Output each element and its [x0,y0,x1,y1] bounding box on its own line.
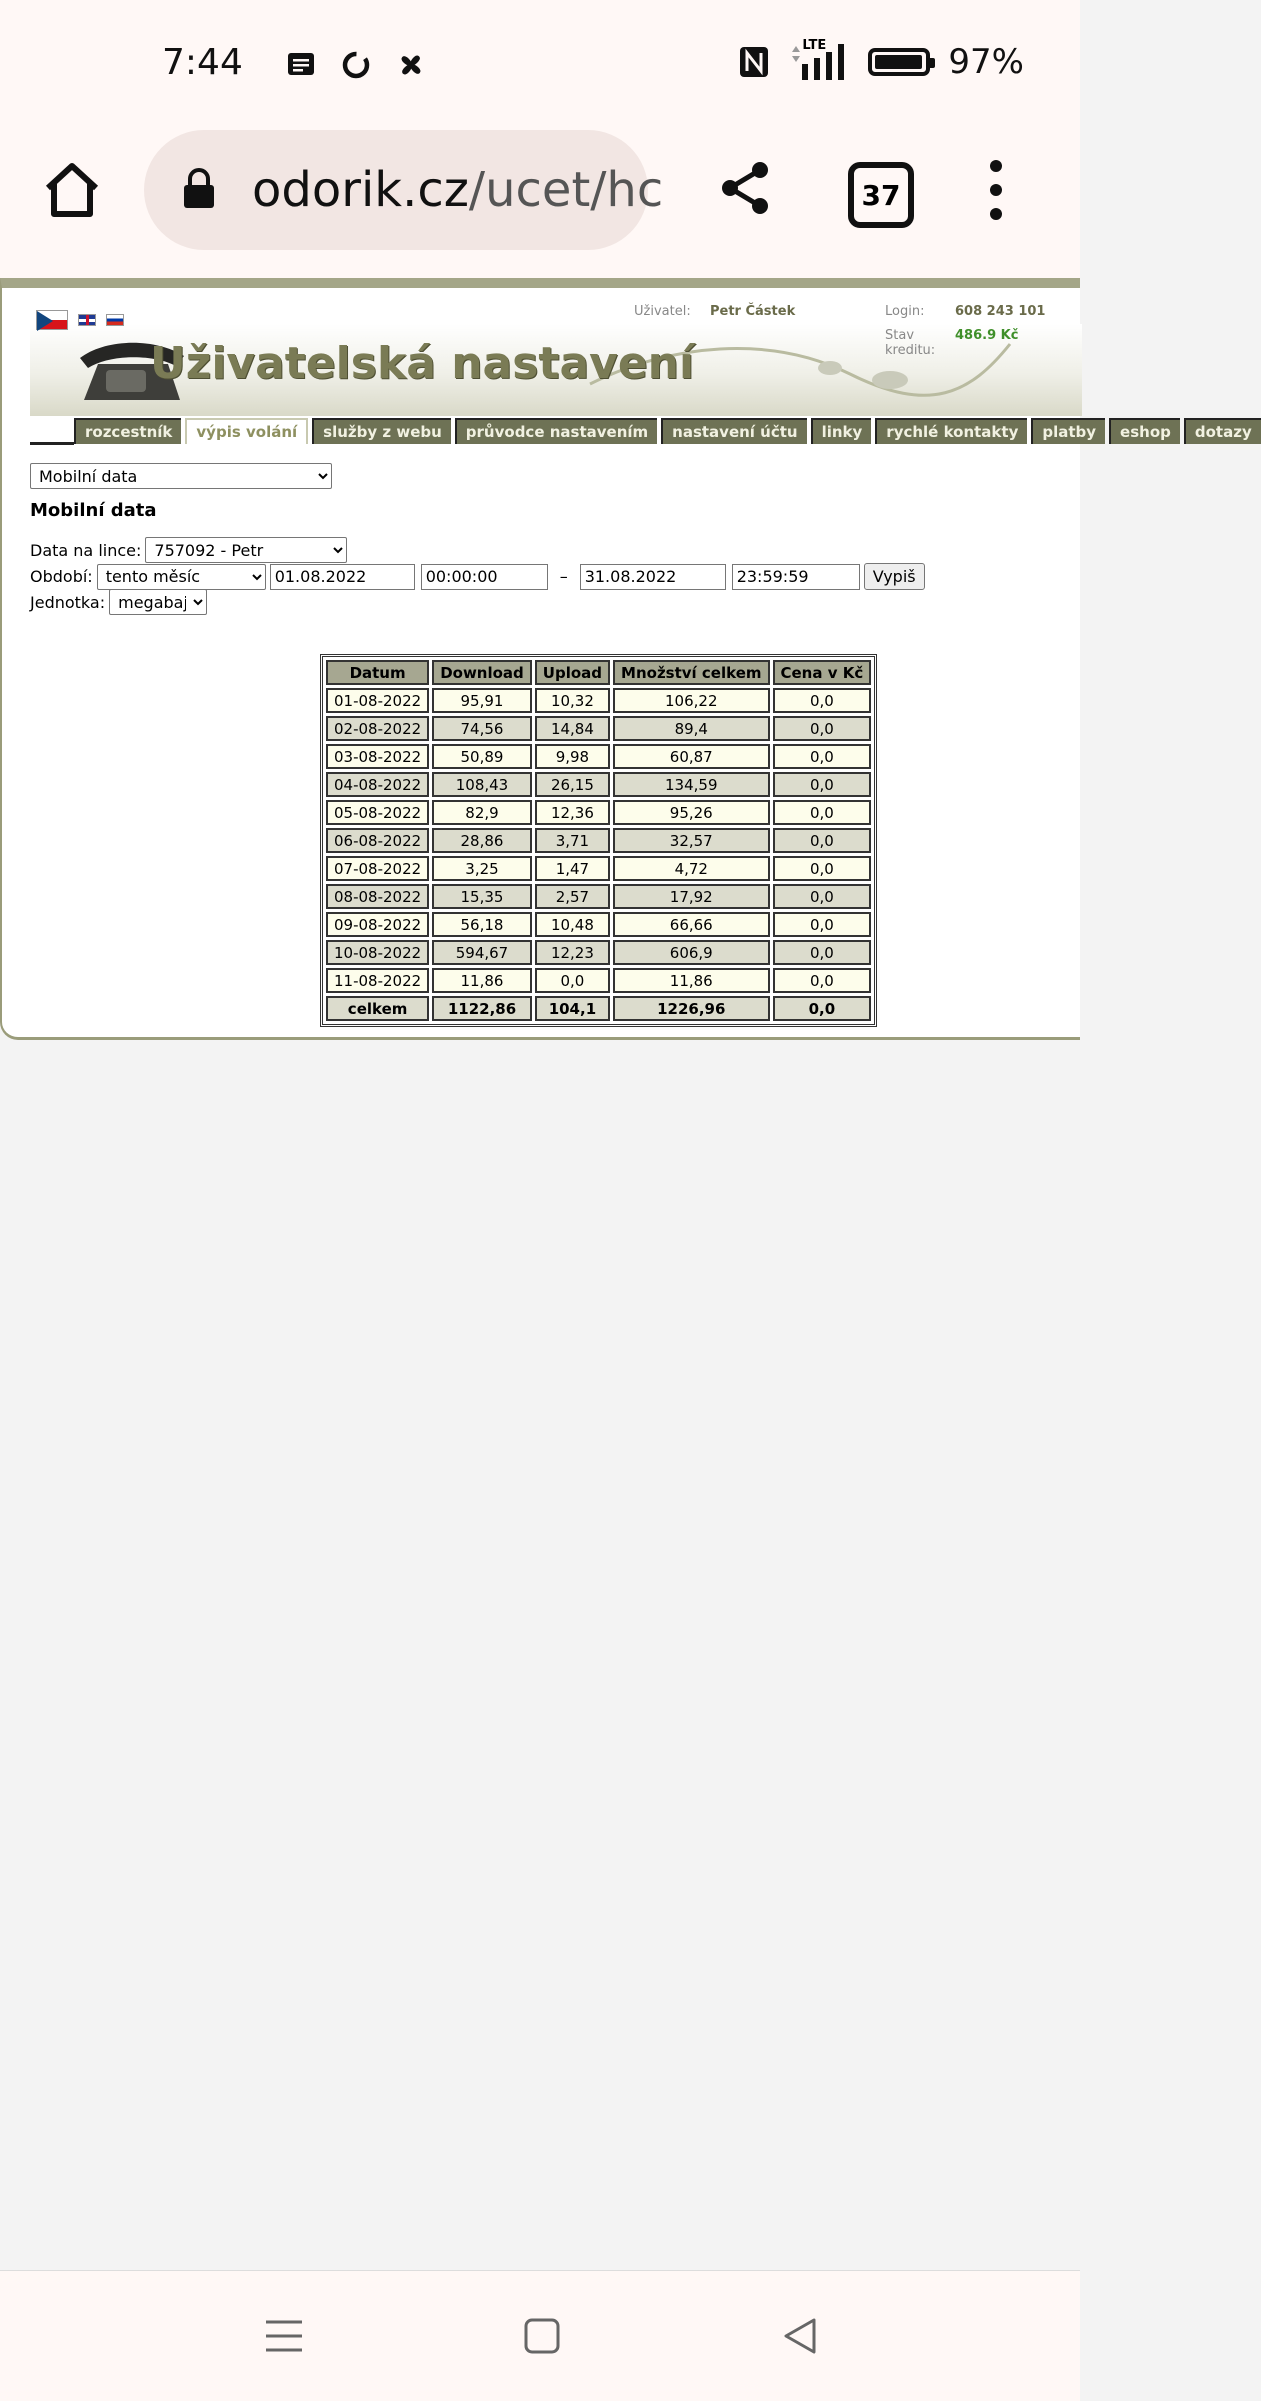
table-cell: 82,9 [432,800,532,825]
table-row [326,912,871,937]
fan-icon [394,48,428,82]
overflow-menu-icon[interactable] [984,160,1008,220]
user-value: Petr Částek [710,304,796,319]
table-cell: 66,66 [613,912,769,937]
battery-icon [868,48,930,76]
tab-count: 37 [861,178,901,212]
table-cell: 0,0 [773,856,872,881]
table-cell: 12,36 [535,800,610,825]
language-flags [36,310,124,330]
table-row [326,772,871,797]
period-row [30,563,925,590]
date-to-input[interactable] [580,564,726,590]
battery-percent: 97% [948,42,1024,82]
nav-tab[interactable]: výpis volání [185,418,308,444]
login-value: 608 243 101 [955,304,1046,319]
table-cell: 4,72 [613,856,769,881]
url-text [252,162,663,218]
table-row [326,744,871,769]
sync-circle-icon [340,49,372,81]
nfc-icon [738,45,770,79]
table-cell: 0,0 [773,800,872,825]
back-triangle-icon[interactable] [780,2316,820,2356]
site-nav [74,418,1261,444]
nav-tab[interactable]: platby [1031,418,1105,444]
table-cell: 1,47 [535,856,610,881]
section-title: Mobilní data [30,500,157,521]
range-dash: – [559,567,568,586]
line-label: Data na lince: [30,540,142,560]
lock-icon [182,166,216,210]
time-from-input[interactable] [421,564,548,590]
news-icon [286,51,318,79]
table-cell: 0,0 [535,968,610,993]
table-cell: 14,84 [535,716,610,741]
table-row [326,884,871,909]
flag-en-icon[interactable] [78,314,96,326]
section-select[interactable] [30,463,332,489]
nav-tab[interactable]: průvodce nastavením [455,418,657,444]
table-row [326,940,871,965]
unit-select[interactable] [109,589,207,615]
total-cell: 0,0 [773,996,872,1021]
table-cell: 60,87 [613,744,769,769]
table-cell: 3,25 [432,856,532,881]
table-row [326,800,871,825]
total-cell: 1122,86 [432,996,532,1021]
table-row [326,856,871,881]
table-cell: 0,0 [773,884,872,909]
nav-tab[interactable]: linky [811,418,872,444]
recents-menu-icon[interactable] [264,2316,304,2356]
table-cell: 03-08-2022 [326,744,429,769]
table-cell: 09-08-2022 [326,912,429,937]
table-row [326,968,871,993]
table-cell: 11-08-2022 [326,968,429,993]
table-cell: 0,0 [773,772,872,797]
table-cell: 56,18 [432,912,532,937]
system-nav-bar [0,2270,1080,2401]
url-domain: odorik.cz [252,162,469,218]
nav-tab[interactable]: služby z webu [312,418,451,444]
line-select[interactable] [145,537,347,563]
data-usage-table [320,654,877,1027]
table-cell: 0,0 [773,968,872,993]
table-cell: 9,98 [535,744,610,769]
nav-tab[interactable]: rozcestník [74,418,181,444]
table-cell: 3,71 [535,828,610,853]
total-cell: 104,1 [535,996,610,1021]
total-cell: 1226,96 [613,996,769,1021]
table-total-row [326,996,871,1021]
nav-tab[interactable]: eshop [1109,418,1180,444]
url-path: /ucet/hc [468,162,664,218]
table-cell: 11,86 [432,968,532,993]
table-cell: 01-08-2022 [326,688,429,713]
table-cell: 10,48 [535,912,610,937]
user-label: Uživatel: [634,304,691,319]
table-cell: 02-08-2022 [326,716,429,741]
credit-value: 486.9 Kč [955,328,1019,343]
time-to-input[interactable] [732,564,860,590]
share-icon[interactable] [718,160,774,216]
table-cell: 08-08-2022 [326,884,429,909]
table-cell: 10,32 [535,688,610,713]
site-title: Uživatelská nastavení [150,338,695,389]
table-cell: 2,57 [535,884,610,909]
table-cell: 10-08-2022 [326,940,429,965]
table-cell: 0,0 [773,716,872,741]
credit-label: Stav kreditu: [885,328,936,358]
flag-cz-icon[interactable] [36,310,68,330]
status-bar [0,0,1080,130]
nav-tab[interactable]: dotazy [1184,418,1261,444]
column-header: Množství celkem [613,660,769,685]
table-cell: 06-08-2022 [326,828,429,853]
table-cell: 0,0 [773,940,872,965]
unit-row [30,589,207,615]
column-header: Cena v Kč [773,660,872,685]
site-header [30,304,1082,416]
table-cell: 0,0 [773,912,872,937]
table-cell: 15,35 [432,884,532,909]
column-header: Datum [326,660,429,685]
table-cell: 04-08-2022 [326,772,429,797]
nav-tab[interactable]: rychlé kontakty [875,418,1027,444]
period-label: Období: [30,567,93,586]
column-header: Upload [535,660,610,685]
table-cell: 50,89 [432,744,532,769]
table-cell: 05-08-2022 [326,800,429,825]
table-cell: 12,23 [535,940,610,965]
home-icon[interactable] [40,158,104,222]
table-row [326,828,871,853]
signal-icon [788,42,850,82]
status-time: 7:44 [162,42,243,83]
table-row [326,716,871,741]
nav-underline [30,442,74,445]
table-cell: 0,0 [773,828,872,853]
table-cell: 11,86 [613,968,769,993]
table-cell: 17,92 [613,884,769,909]
flag-ru-icon[interactable] [106,314,124,326]
table-cell: 74,56 [432,716,532,741]
table-cell: 89,4 [613,716,769,741]
table-cell: 134,59 [613,772,769,797]
table-cell: 606,9 [613,940,769,965]
submit-button[interactable]: Vypiš [864,563,925,590]
table-cell: 0,0 [773,744,872,769]
table-cell: 106,22 [613,688,769,713]
network-type: LTE [802,38,827,53]
table-header-row [326,660,871,685]
table-cell: 07-08-2022 [326,856,429,881]
home-square-icon[interactable] [522,2316,562,2356]
column-header: Download [432,660,532,685]
table-cell: 594,67 [432,940,532,965]
total-cell: celkem [326,996,429,1021]
web-content [0,278,1252,1040]
period-select[interactable] [97,564,266,590]
tab-switcher-button[interactable] [848,162,914,228]
table-cell: 108,43 [432,772,532,797]
nav-tab[interactable]: nastavení účtu [661,418,806,444]
table-cell: 95,91 [432,688,532,713]
url-bar[interactable] [144,130,664,250]
browser-toolbar [0,130,1080,278]
table-cell: 0,0 [773,688,872,713]
date-from-input[interactable] [270,564,415,590]
table-row [326,688,871,713]
unit-label: Jednotka: [30,592,106,612]
table-cell: 95,26 [613,800,769,825]
line-row [30,537,347,563]
table-cell: 28,86 [432,828,532,853]
table-cell: 32,57 [613,828,769,853]
login-label: Login: [885,304,925,319]
table-cell: 26,15 [535,772,610,797]
